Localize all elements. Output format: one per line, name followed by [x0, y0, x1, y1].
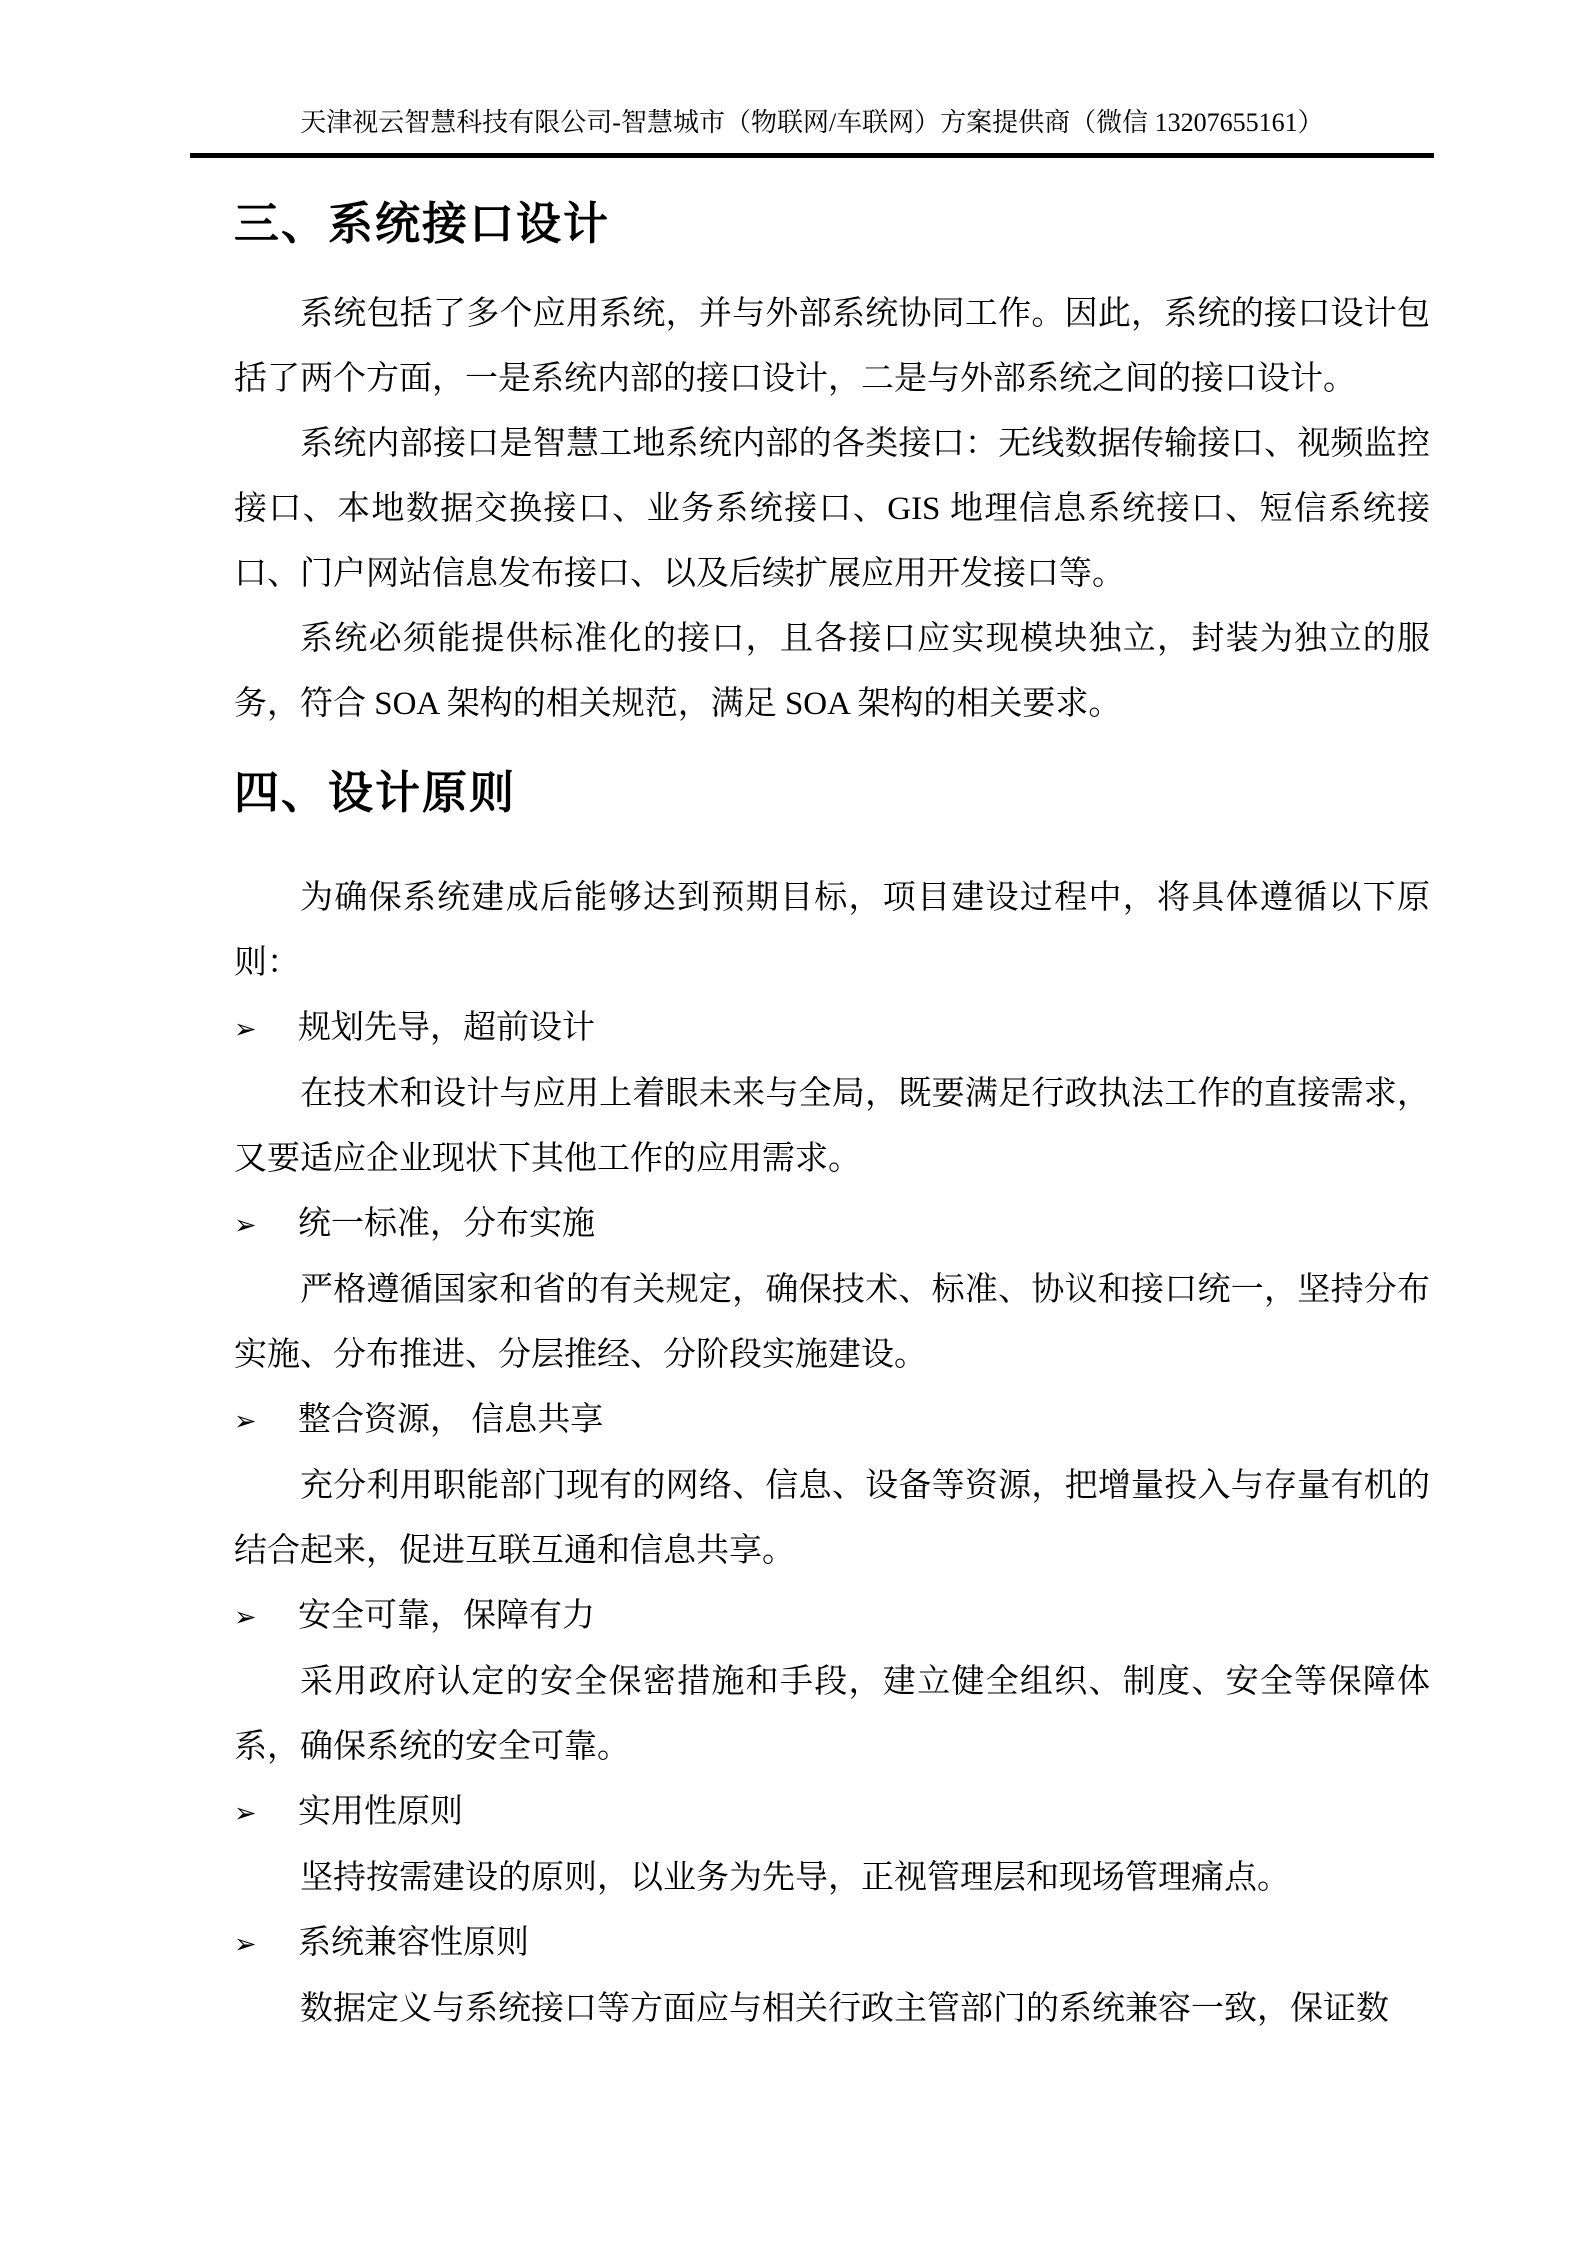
bullet-item: [234, 1780, 1430, 1846]
header-text: 天津视云智慧科技有限公司-智慧城市（物联网/车联网）方案提供商（微信 13207655161）: [300, 108, 1324, 137]
arrowhead-bullet-icon: ➢: [234, 1014, 257, 1045]
arrowhead-bullet-icon: ➢: [234, 1798, 257, 1829]
arrowhead-bullet-icon: ➢: [234, 1210, 257, 1241]
paragraph: 系统必须能提供标准化的接口，且各接口应实现模块独立，封装为独立的服务，符合 SOA 架构的相关规范，满足 SOA 架构的相关要求。: [234, 621, 1430, 722]
bullet-body: 严格遵循国家和省的有关规定，确保技术、标准、协议和接口统一，坚持分布实施、分布推进、分层推经、分阶段实施建设。: [234, 1272, 1430, 1373]
section-heading-interface-design: 三、系统接口设计: [234, 198, 611, 249]
bullet-item: [234, 996, 1430, 1062]
bullet-item: [234, 1911, 1430, 1977]
section-heading-design-principles: 四、设计原则: [234, 767, 517, 818]
bullet-body: 坚持按需建设的原则，以业务为先导，正视管理层和现场管理痛点。: [300, 1860, 1290, 1896]
bullet-item: [234, 1388, 1430, 1454]
bullet-item: [234, 1192, 1430, 1258]
arrowhead-bullet-icon: ➢: [234, 1406, 257, 1437]
bullet-label: 统一标准，分布实施: [298, 1206, 595, 1242]
paragraph-intro: 为确保系统建成后能够达到预期目标，项目建设过程中，将具体遵循以下原则：: [234, 880, 1430, 981]
bullet-label: 安全可靠，保障有力: [298, 1598, 595, 1634]
page-header: [190, 106, 1434, 158]
bullet-body: 采用政府认定的安全保密措施和手段，建立健全组织、制度、安全等保障体系，确保系统的安全可靠。: [234, 1664, 1430, 1765]
paragraph: 系统内部接口是智慧工地系统内部的各类接口：无线数据传输接口、视频监控接口、本地数据交换接口、业务系统接口、GIS 地理信息系统接口、短信系统接口、门户网站信息发布接口、以及后续扩展应用开发接口等。: [234, 426, 1430, 592]
bullet-label: 实用性原则: [298, 1794, 463, 1830]
bullet-label: 系统兼容性原则: [298, 1925, 529, 1961]
page-content: [234, 0, 1430, 2042]
bullet-item: [234, 1584, 1430, 1650]
bullet-label: 规划先导，超前设计: [298, 1010, 595, 1046]
arrowhead-bullet-icon: ➢: [234, 1929, 257, 1960]
bullet-label: 整合资源， 信息共享: [298, 1402, 604, 1438]
arrowhead-bullet-icon: ➢: [234, 1602, 257, 1633]
bullet-body: 数据定义与系统接口等方面应与相关行政主管部门的系统兼容一致，保证数: [300, 1991, 1389, 2027]
bullet-body: 充分利用职能部门现有的网络、信息、设备等资源，把增量投入与存量有机的结合起来，促进互联互通和信息共享。: [234, 1468, 1430, 1569]
bullet-body: 在技术和设计与应用上着眼未来与全局，既要满足行政执法工作的直接需求，又要适应企业现状下其他工作的应用需求。: [234, 1076, 1430, 1177]
paragraph: 系统包括了多个应用系统，并与外部系统协同工作。因此，系统的接口设计包括了两个方面，一是系统内部的接口设计，二是与外部系统之间的接口设计。: [234, 296, 1430, 397]
